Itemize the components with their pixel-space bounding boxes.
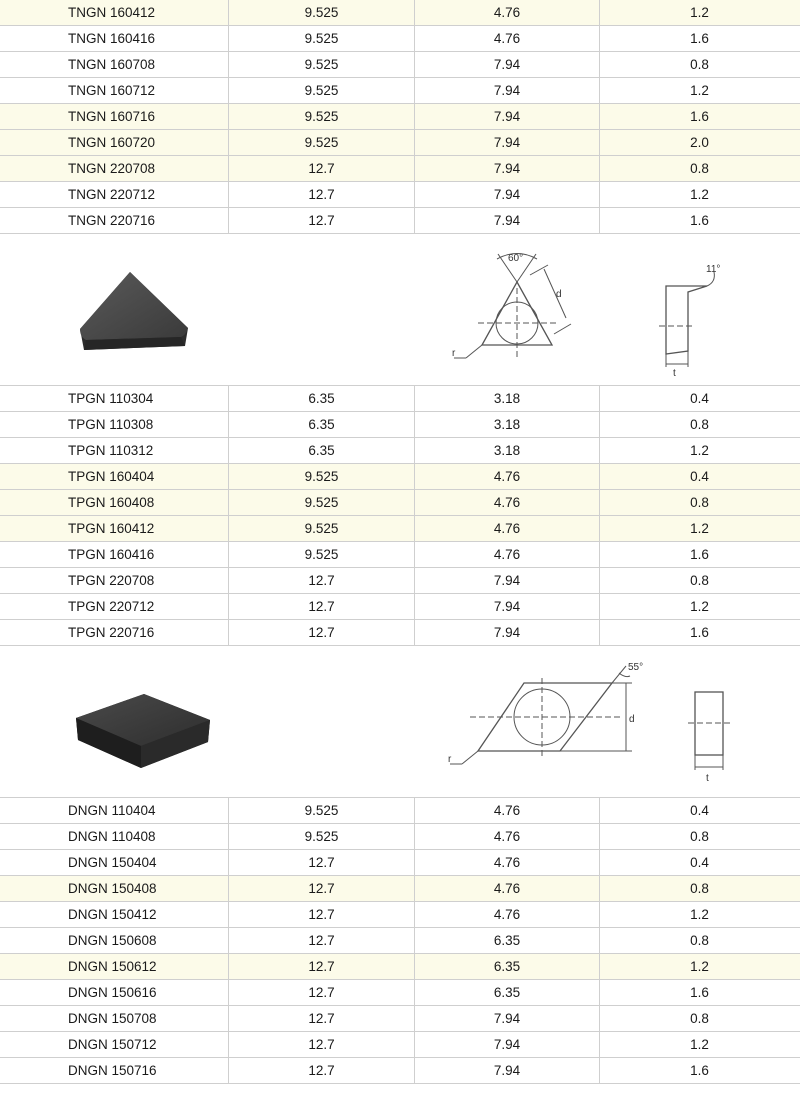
- d-cell: 12.7: [229, 954, 415, 979]
- d-cell: 6.35: [229, 386, 415, 411]
- d-cell: 12.7: [229, 568, 415, 593]
- r-cell: 0.8: [690, 57, 709, 72]
- d-cell: 9.525: [229, 0, 415, 25]
- t-cell: 4.76: [415, 824, 600, 849]
- t-cell: 4.76: [415, 464, 600, 489]
- table-row: [0, 980, 800, 1006]
- t-cell: 7.94: [415, 568, 600, 593]
- tpgn-figure: [0, 234, 800, 386]
- d-cell: 12.7: [229, 1006, 415, 1031]
- d-cell: 9.525: [229, 78, 415, 103]
- r-cell: 1.6: [690, 109, 709, 124]
- grade-cell: TNGN 160708: [0, 52, 229, 77]
- t-cell: 7.94: [415, 620, 600, 645]
- tpgn-figure-row: [0, 234, 800, 386]
- r-cell: 1.2: [690, 83, 709, 98]
- d-cell: 9.525: [229, 516, 415, 541]
- grade-cell: TPGN 220708: [0, 568, 229, 593]
- table-row: [0, 104, 800, 130]
- t-cell: 3.18: [415, 386, 600, 411]
- grade-cell: TNGN 160412: [0, 0, 229, 25]
- t-label: t: [706, 773, 709, 784]
- r-label: r: [448, 754, 452, 765]
- d-cell: 12.7: [229, 980, 415, 1005]
- t-cell: 7.94: [415, 78, 600, 103]
- r-cell: 1.2: [690, 187, 709, 202]
- rhombic-insert-photo: [76, 694, 210, 768]
- grade-cell: TNGN 220716: [0, 208, 229, 233]
- d-cell: 9.525: [229, 464, 415, 489]
- table-row: [0, 902, 800, 928]
- grade-cell: DNGN 150716: [0, 1058, 229, 1083]
- table-row: [0, 208, 800, 234]
- table-row: [0, 1058, 800, 1084]
- d-cell: 12.7: [229, 928, 415, 953]
- r-cell: 0.8: [690, 1011, 709, 1026]
- table-row: [0, 568, 800, 594]
- grade-cell: TPGN 220716: [0, 620, 229, 645]
- r-cell: 0.8: [690, 495, 709, 510]
- r-label: r: [452, 348, 456, 359]
- r-cell: 1.6: [690, 1063, 709, 1078]
- table-row: [0, 130, 800, 156]
- table-row: [0, 620, 800, 646]
- d-cell: 9.525: [229, 542, 415, 567]
- t-cell: 4.76: [415, 26, 600, 51]
- grade-cell: DNGN 150608: [0, 928, 229, 953]
- triangle-dimension-drawing: [454, 254, 571, 359]
- d-label: d: [629, 714, 635, 725]
- table-row: [0, 594, 800, 620]
- r-cell: 0.4: [690, 855, 709, 870]
- t-cell: 4.76: [415, 876, 600, 901]
- r-cell: 0.4: [690, 803, 709, 818]
- r-cell: 1.6: [690, 213, 709, 228]
- t-cell: 7.94: [415, 52, 600, 77]
- t-cell: 6.35: [415, 980, 600, 1005]
- t-cell: 7.94: [415, 156, 600, 181]
- d-cell: 12.7: [229, 594, 415, 619]
- t-label: t: [673, 368, 676, 379]
- table-row: [0, 1032, 800, 1058]
- r-cell: 0.8: [690, 933, 709, 948]
- table-row: [0, 26, 800, 52]
- r-cell: 0.8: [690, 161, 709, 176]
- table-row: [0, 850, 800, 876]
- d-cell: 12.7: [229, 208, 415, 233]
- t-cell: 6.35: [415, 954, 600, 979]
- t-cell: 3.18: [415, 412, 600, 437]
- r-cell: 0.8: [690, 829, 709, 844]
- r-cell: 0.4: [690, 391, 709, 406]
- t-cell: 4.76: [415, 490, 600, 515]
- table-row: [0, 542, 800, 568]
- r-cell: 1.2: [690, 959, 709, 974]
- d-cell: 12.7: [229, 156, 415, 181]
- grade-cell: TPGN 110312: [0, 438, 229, 463]
- grade-cell: TNGN 160716: [0, 104, 229, 129]
- d-cell: 9.525: [229, 798, 415, 823]
- t-cell: 4.76: [415, 902, 600, 927]
- d-cell: 6.35: [229, 412, 415, 437]
- r-cell: 1.2: [690, 443, 709, 458]
- t-cell: 7.94: [415, 594, 600, 619]
- r-cell: 1.6: [690, 625, 709, 640]
- t-cell: 7.94: [415, 1006, 600, 1031]
- table-row: [0, 438, 800, 464]
- r-cell: 1.6: [690, 985, 709, 1000]
- r-cell: 0.8: [690, 573, 709, 588]
- r-cell: 0.8: [690, 417, 709, 432]
- table-row: [0, 1006, 800, 1032]
- table-row: [0, 182, 800, 208]
- d-cell: 6.35: [229, 438, 415, 463]
- grade-cell: TNGN 160720: [0, 130, 229, 155]
- t-cell: 6.35: [415, 928, 600, 953]
- dngn-table: [0, 798, 800, 1084]
- tpgn-table: [0, 386, 800, 646]
- r-cell: 1.2: [690, 1037, 709, 1052]
- d-cell: 12.7: [229, 1032, 415, 1057]
- d-cell: 12.7: [229, 1058, 415, 1083]
- grade-cell: DNGN 150408: [0, 876, 229, 901]
- t-cell: 7.94: [415, 130, 600, 155]
- table-row: [0, 412, 800, 438]
- table-row: [0, 0, 800, 26]
- r-cell: 1.6: [690, 547, 709, 562]
- grade-cell: TNGN 160712: [0, 78, 229, 103]
- t-cell: 7.94: [415, 182, 600, 207]
- table-row: [0, 464, 800, 490]
- r-cell: 0.8: [690, 881, 709, 896]
- t-cell: 7.94: [415, 1058, 600, 1083]
- grade-cell: DNGN 150404: [0, 850, 229, 875]
- d-cell: 9.525: [229, 104, 415, 129]
- grade-cell: TPGN 160412: [0, 516, 229, 541]
- d-cell: 9.525: [229, 824, 415, 849]
- table-row: [0, 928, 800, 954]
- t-cell: 4.76: [415, 850, 600, 875]
- angle-label-55: 55°: [628, 662, 644, 673]
- r-cell: 1.2: [690, 5, 709, 20]
- d-cell: 12.7: [229, 902, 415, 927]
- d-cell: 9.525: [229, 26, 415, 51]
- t-cell: 4.76: [415, 542, 600, 567]
- d-label: d: [556, 289, 562, 300]
- t-cell: 7.94: [415, 104, 600, 129]
- r-cell: 1.6: [690, 31, 709, 46]
- d-cell: 12.7: [229, 620, 415, 645]
- grade-cell: TPGN 160404: [0, 464, 229, 489]
- d-cell: 12.7: [229, 182, 415, 207]
- grade-cell: DNGN 150412: [0, 902, 229, 927]
- table-row: [0, 798, 800, 824]
- t-cell: 7.94: [415, 1032, 600, 1057]
- rhombus-dimension-drawing: [450, 666, 632, 764]
- clearance-angle-label: 11°: [706, 264, 721, 275]
- table-row: [0, 490, 800, 516]
- grade-cell: DNGN 150612: [0, 954, 229, 979]
- grade-cell: TNGN 220712: [0, 182, 229, 207]
- table-row: [0, 954, 800, 980]
- triangle-side-view-drawing: [659, 272, 714, 367]
- table-row: [0, 516, 800, 542]
- angle-label-60: 60°: [508, 253, 524, 264]
- table-row: [0, 386, 800, 412]
- r-cell: 0.4: [690, 469, 709, 484]
- grade-cell: TPGN 110308: [0, 412, 229, 437]
- d-cell: 9.525: [229, 52, 415, 77]
- grade-cell: DNGN 110404: [0, 798, 229, 823]
- t-cell: 7.94: [415, 208, 600, 233]
- grade-cell: DNGN 150712: [0, 1032, 229, 1057]
- table-row: [0, 824, 800, 850]
- table-row: [0, 52, 800, 78]
- dngn-figure: [0, 646, 800, 798]
- grade-cell: TPGN 220712: [0, 594, 229, 619]
- tngn-table: [0, 0, 800, 234]
- dngn-figure-row: [0, 646, 800, 798]
- r-cell: 1.2: [690, 907, 709, 922]
- t-cell: 4.76: [415, 0, 600, 25]
- r-cell: 1.2: [690, 521, 709, 536]
- table-row: [0, 78, 800, 104]
- d-cell: 12.7: [229, 850, 415, 875]
- d-cell: 9.525: [229, 130, 415, 155]
- t-cell: 3.18: [415, 438, 600, 463]
- r-cell: 2.0: [690, 135, 709, 150]
- table-row: [0, 156, 800, 182]
- d-cell: 12.7: [229, 876, 415, 901]
- grade-cell: DNGN 110408: [0, 824, 229, 849]
- d-cell: 9.525: [229, 490, 415, 515]
- t-cell: 4.76: [415, 798, 600, 823]
- grade-cell: TPGN 110304: [0, 386, 229, 411]
- grade-cell: DNGN 150708: [0, 1006, 229, 1031]
- grade-cell: TNGN 160416: [0, 26, 229, 51]
- r-cell: 1.2: [690, 599, 709, 614]
- table-row: [0, 876, 800, 902]
- rhombus-side-view-drawing: [688, 692, 730, 770]
- grade-cell: TPGN 160416: [0, 542, 229, 567]
- grade-cell: DNGN 150616: [0, 980, 229, 1005]
- triangle-insert-photo: [80, 272, 188, 350]
- grade-cell: TNGN 220708: [0, 156, 229, 181]
- grade-cell: TPGN 160408: [0, 490, 229, 515]
- t-cell: 4.76: [415, 516, 600, 541]
